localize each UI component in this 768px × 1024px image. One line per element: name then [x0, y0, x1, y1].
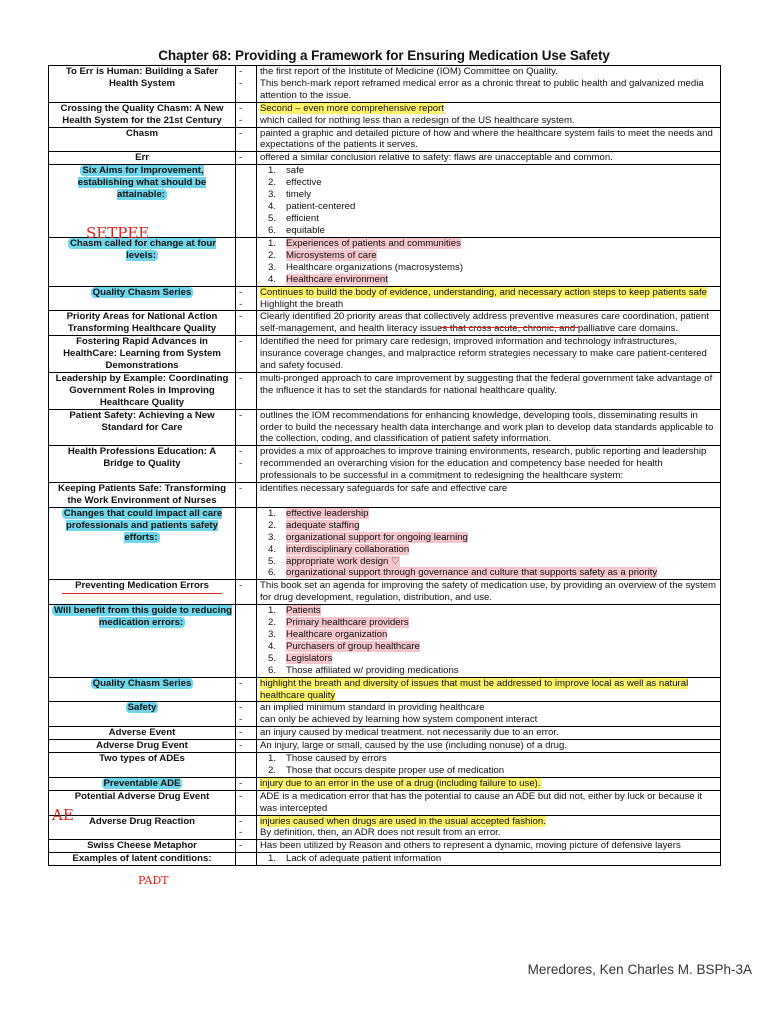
list-item: 4. Healthcare environment: [268, 273, 388, 285]
list-item: 5. Legislators: [268, 652, 333, 664]
definition-cell: injury due to an error in the use of a drug (including failure to use).: [257, 777, 721, 790]
highlighted-term: Chasm called for change at four levels:: [69, 237, 217, 261]
list-item: 4. patient-centered: [268, 200, 356, 212]
list-item: 2. adequate staffing: [268, 519, 360, 531]
definition-cell: This book set an agenda for improving the safety of medication use, by providing an overview of the system for drug development, regulation, distribution, and use.: [257, 580, 721, 605]
dash-cell: -: [236, 372, 257, 409]
list-item: 2. effective: [268, 177, 322, 189]
table-row: [49, 152, 721, 165]
list-item: 3. Healthcare organizations (macrosystems): [268, 261, 464, 273]
list-item: 1. Experiences of patients and communities: [268, 237, 461, 249]
dash-cell: [236, 753, 257, 778]
dash-cell: -: [236, 677, 257, 702]
dash-cell: -: [236, 409, 257, 446]
definition-line: recommended an overarching vision for the education and competency base needed for health professionals to be successful in a commitment to redesigning the healthcare system:: [260, 458, 663, 482]
term-cell: Swiss Cheese Metaphor: [49, 840, 236, 853]
list-item: 1. effective leadership: [268, 507, 369, 519]
table-row: [49, 286, 721, 311]
highlighted-text: Second – even more comprehensive report: [260, 102, 444, 114]
list-item: 1. Lack of adequate patient information: [268, 853, 442, 865]
table-row: [49, 840, 721, 853]
dash-cell: - -: [236, 66, 257, 103]
list-item: 5. efficient: [268, 212, 319, 224]
numbered-list: [260, 238, 717, 286]
table-row: [49, 127, 721, 152]
dash-cell: - -: [236, 102, 257, 127]
highlighted-term: Preventable ADE: [103, 777, 181, 789]
list-item: 4. interdisciplinary collaboration: [268, 543, 410, 555]
dash-cell: - -: [236, 286, 257, 311]
term-cell: [49, 286, 236, 311]
definition-cell: [257, 605, 721, 677]
table-row: [49, 853, 721, 866]
term-cell: Priority Areas for National Action Transforming Healthcare Quality: [49, 311, 236, 336]
highlighted-term: Will benefit from this guide to reducing medication errors:: [54, 605, 232, 629]
term-cell: [49, 507, 236, 579]
dash-cell: - -: [236, 815, 257, 840]
term-cell: Chasm: [49, 127, 236, 152]
handwritten-annotation: AE: [52, 806, 74, 824]
definition-cell: [257, 127, 721, 152]
list-item: 3. timely: [268, 189, 312, 201]
list-item: 1. Patients: [268, 605, 321, 617]
term-cell: [49, 237, 236, 286]
term-cell: Two types of ADEs: [49, 753, 236, 778]
term-cell: Patient Safety: Achieving a New Standard for Care: [49, 409, 236, 446]
list-item: 3. Healthcare organization: [268, 628, 388, 640]
definition-cell: Has been utilized by Reason and others to represent a dynamic, moving picture of defensive layers: [257, 840, 721, 853]
definition-cell: an injury caused by medical treatment. not necessarily due to an error.: [257, 727, 721, 740]
dash-cell: -: [236, 336, 257, 373]
list-item: 2. Those that occurs despite proper use of medication: [268, 764, 505, 776]
table-row: [49, 446, 721, 483]
definition-cell: [257, 753, 721, 778]
dash-cell: -: [236, 727, 257, 740]
term-cell: Adverse Drug Event: [49, 740, 236, 753]
term-cell: To Err is Human: Building a Safer Health System: [49, 66, 236, 103]
definition-cell: [257, 237, 721, 286]
definition-cell: [257, 152, 721, 165]
dash-cell: - -: [236, 702, 257, 727]
list-item: 5. appropriate work design ♡: [268, 555, 400, 567]
highlighted-term: Safety: [127, 702, 157, 714]
highlighted-term: Quality Chasm Series: [92, 286, 192, 298]
notes-table: [48, 65, 721, 866]
handwritten-annotation: SETPEE: [86, 224, 150, 242]
dash-cell: [236, 853, 257, 866]
list-item: 3. organizational support for ongoing learning: [268, 531, 468, 543]
dash-cell: -: [236, 311, 257, 336]
definition-line: By definition, then, an ADR does not result from an error.: [260, 827, 501, 839]
term-cell: [49, 777, 236, 790]
handwritten-annotation: PADT: [138, 874, 169, 887]
table-row: [49, 165, 721, 238]
term-cell: Leadership by Example: Coordinating Government Roles in Improving Healthcare Quality: [49, 372, 236, 409]
definition-line: Highlight the breath: [260, 298, 344, 310]
definition-cell: [257, 446, 721, 483]
definition-cell: outlines the IOM recommendations for enhancing knowledge, developing tools, disseminating results in order to build the necessary health data interchange and work plan to develop data standards applicable to the collection, coding, and classification of patient safety information.: [257, 409, 721, 446]
dash-cell: -: [236, 790, 257, 815]
term-cell: Health Professions Education: A Bridge to Quality: [49, 446, 236, 483]
numbered-list: [260, 605, 717, 676]
author-footer: Meredores, Ken Charles M. BSPh-3A: [527, 962, 752, 977]
highlighted-term: Six Aims for Improvement, establishing what should be attainable:: [77, 165, 207, 201]
dash-cell: - -: [236, 446, 257, 483]
definition-line: the first report of the Institute of Medicine (IOM) Committee on Quality.: [260, 66, 558, 77]
dash-cell: [236, 237, 257, 286]
dash-cell: -: [236, 740, 257, 753]
definition-cell: [257, 853, 721, 866]
definition-cell: [257, 286, 721, 311]
table-row: [49, 483, 721, 508]
numbered-list: [260, 508, 717, 579]
dash-cell: -: [236, 777, 257, 790]
table-row: [49, 740, 721, 753]
term-cell: [49, 702, 236, 727]
definition-line: painted a graphic and detailed picture of how and where the healthcare system fails to meet the needs and expectations of the patients it serves.: [260, 127, 713, 151]
table-row: [49, 790, 721, 815]
table-row: [49, 605, 721, 677]
term-cell: [49, 605, 236, 677]
list-item: 1. safe: [268, 165, 305, 177]
dash-cell: -: [236, 483, 257, 508]
dash-cell: -: [236, 127, 257, 152]
highlighted-term: Changes that could impact all care professionals and patients safety efforts:: [63, 507, 223, 543]
term-cell: Keeping Patients Safe: Transforming the Work Environment of Nurses: [49, 483, 236, 508]
definition-cell: highlight the breath and diversity of issues that must be addressed to improve local as well as natural healthcare quality: [257, 677, 721, 702]
table-row: [49, 237, 721, 286]
definition-line: offered a similar conclusion relative to safety: flaws are unacceptable and common.: [260, 152, 613, 164]
definition-cell: [257, 815, 721, 840]
list-item: 2. Primary healthcare providers: [268, 617, 409, 629]
numbered-list: [260, 165, 717, 236]
highlighted-term: Quality Chasm Series: [92, 677, 192, 689]
dash-cell: -: [236, 580, 257, 605]
table-row: [49, 753, 721, 778]
table-row: [49, 102, 721, 127]
definition-cell: identifies necessary safeguards for safe and effective care: [257, 483, 721, 508]
term-cell: Preventing Medication Errors: [49, 580, 236, 605]
definition-line: provides a mix of approaches to improve training environments, research, public reporting and leadership: [260, 446, 707, 458]
list-item: 1. Those caused by errors: [268, 753, 387, 765]
definition-line: injuries caused when drugs are used in the usual accepted fashion.: [260, 815, 546, 827]
table-row: [49, 677, 721, 702]
term-cell: Err: [49, 152, 236, 165]
term-cell: Crossing the Quality Chasm: A New Health System for the 21st Century: [49, 102, 236, 127]
dash-cell: [236, 165, 257, 238]
definition-line: an implied minimum standard in providing healthcare: [260, 702, 485, 714]
table-row: [49, 311, 721, 336]
table-row: [49, 66, 721, 103]
definition-line: Continues to build the body of evidence, understanding, and necessary action steps to keep patients safe: [260, 286, 707, 298]
table-row: [49, 336, 721, 373]
table-row: [49, 702, 721, 727]
definition-cell: multi-pronged approach to care improvement by suggesting that the federal government take advantage of the influence it has to set the standards for national healthcare quality.: [257, 372, 721, 409]
definition-line: [260, 103, 717, 115]
table-row: [49, 727, 721, 740]
table-row: [49, 507, 721, 579]
handwritten-underline: [62, 593, 222, 594]
definition-cell: [257, 702, 721, 727]
numbered-list: [260, 853, 717, 865]
table-row: [49, 815, 721, 840]
term-cell: Potential Adverse Drug Event: [49, 790, 236, 815]
term-cell: Fostering Rapid Advances in HealthCare: Learning from System Demonstrations: [49, 336, 236, 373]
definition-line: can only be achieved by learning how system component interact: [260, 714, 538, 726]
term-cell: [49, 677, 236, 702]
numbered-list: [260, 753, 717, 777]
definition-cell: [257, 165, 721, 238]
definition-cell: [257, 66, 721, 103]
definition-cell: An injury, large or small, caused by the use (including nonuse) of a drug.: [257, 740, 721, 753]
table-row: [49, 409, 721, 446]
table-row: [49, 372, 721, 409]
list-item: 6. equitable: [268, 224, 325, 236]
dash-cell: -: [236, 152, 257, 165]
definition-line: This bench-mark report reframed medical error as a chronic threat to public health and galvanized media attention to the issue.: [260, 77, 704, 101]
list-item: 6. Those affiliated w/ providing medications: [268, 664, 459, 676]
definition-line: which called for nothing less than a redesign of the US healthcare system.: [260, 114, 575, 126]
term-cell: Examples of latent conditions:: [49, 853, 236, 866]
definition-cell: ADE is a medication error that has the potential to cause an ADE but did not, either by luck or because it was intercepted: [257, 790, 721, 815]
dash-cell: [236, 605, 257, 677]
table-row: [49, 777, 721, 790]
definition-cell: Identified the need for primary care redesign, improved information and technology infrastructures, insurance coverage changes, and malpractice reform strategies necessary to make care patient-centered and safety focused.: [257, 336, 721, 373]
definition-cell: Clearly identified 20 priority areas that collectively address preventive measures care coordination, patient self-management, and health literacy issues that cross acute, chronic, and palliative care domains.: [257, 311, 721, 336]
dash-cell: -: [236, 840, 257, 853]
dash-cell: [236, 507, 257, 579]
handwritten-underline: [440, 327, 580, 328]
list-item: 2. Microsystems of care: [268, 249, 377, 261]
term-cell: Adverse Drug Reaction: [49, 815, 236, 840]
term-cell: Adverse Event: [49, 727, 236, 740]
page-title: Chapter 68: Providing a Framework for Ensuring Medication Use Safety: [158, 48, 610, 63]
definition-cell: [257, 102, 721, 127]
list-item: 4. Purchasers of group healthcare: [268, 640, 420, 652]
definition-cell: [257, 507, 721, 579]
list-item: 6. organizational support through governance and culture that supports safety as a priority: [268, 567, 658, 579]
